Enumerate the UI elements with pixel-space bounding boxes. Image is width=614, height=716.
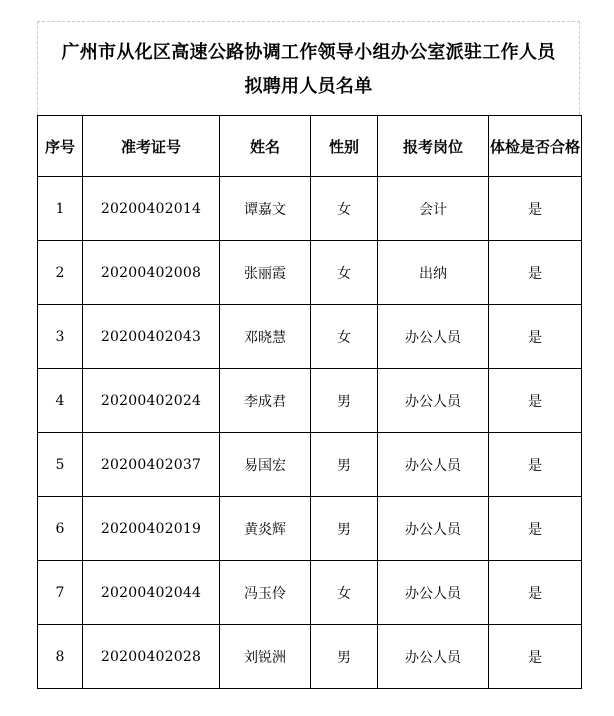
cell-medical-pass: 是 (489, 561, 582, 625)
cell-position: 办公人员 (378, 369, 489, 433)
cell-medical-pass: 是 (489, 497, 582, 561)
header-name: 姓名 (220, 116, 311, 177)
cell-medical-pass: 是 (489, 369, 582, 433)
table-row (38, 433, 582, 497)
cell-gender: 女 (311, 561, 378, 625)
hiring-roster-table (37, 115, 582, 689)
cell-gender: 男 (311, 497, 378, 561)
cell-medical-pass: 是 (489, 177, 582, 241)
header-medical-pass: 体检是否合格 (489, 116, 582, 177)
cell-position: 办公人员 (378, 433, 489, 497)
cell-seq: 1 (38, 177, 83, 241)
cell-position: 出纳 (378, 241, 489, 305)
cell-position: 会计 (378, 177, 489, 241)
cell-gender: 女 (311, 305, 378, 369)
cell-seq: 3 (38, 305, 83, 369)
cell-gender: 男 (311, 433, 378, 497)
cell-name: 邓晓慧 (220, 305, 311, 369)
cell-name: 黄炎辉 (220, 497, 311, 561)
table-row (38, 177, 582, 241)
table-header-row (38, 116, 582, 177)
table-row (38, 241, 582, 305)
cell-name: 冯玉伶 (220, 561, 311, 625)
cell-position: 办公人员 (378, 625, 489, 689)
cell-seq: 6 (38, 497, 83, 561)
cell-exam-id: 20200402028 (83, 625, 220, 689)
document-title-line-1: 广州市从化区高速公路协调工作领导小组办公室派驻工作人员 (61, 42, 556, 63)
cell-seq: 5 (38, 433, 83, 497)
cell-seq: 4 (38, 369, 83, 433)
header-seq: 序号 (38, 116, 83, 177)
cell-position: 办公人员 (378, 305, 489, 369)
cell-medical-pass: 是 (489, 305, 582, 369)
cell-name: 张丽霞 (220, 241, 311, 305)
table-row (38, 497, 582, 561)
cell-medical-pass: 是 (489, 433, 582, 497)
cell-name: 易国宏 (220, 433, 311, 497)
table-row (38, 305, 582, 369)
table-row (38, 561, 582, 625)
cell-seq: 2 (38, 241, 83, 305)
cell-name: 谭嘉文 (220, 177, 311, 241)
header-position: 报考岗位 (378, 116, 489, 177)
cell-position: 办公人员 (378, 497, 489, 561)
document-title-box (37, 21, 580, 115)
cell-position: 办公人员 (378, 561, 489, 625)
cell-exam-id: 20200402024 (83, 369, 220, 433)
cell-exam-id: 20200402008 (83, 241, 220, 305)
cell-gender: 女 (311, 241, 378, 305)
cell-medical-pass: 是 (489, 241, 582, 305)
cell-gender: 男 (311, 369, 378, 433)
cell-gender: 男 (311, 625, 378, 689)
cell-medical-pass: 是 (489, 625, 582, 689)
cell-exam-id: 20200402043 (83, 305, 220, 369)
cell-exam-id: 20200402019 (83, 497, 220, 561)
table-row (38, 625, 582, 689)
cell-exam-id: 20200402044 (83, 561, 220, 625)
cell-seq: 8 (38, 625, 83, 689)
document-title-line-2: 拟聘用人员名单 (244, 76, 373, 97)
cell-exam-id: 20200402014 (83, 177, 220, 241)
cell-exam-id: 20200402037 (83, 433, 220, 497)
cell-seq: 7 (38, 561, 83, 625)
table-row (38, 369, 582, 433)
cell-name: 刘锐洲 (220, 625, 311, 689)
header-gender: 性别 (311, 116, 378, 177)
cell-gender: 女 (311, 177, 378, 241)
header-exam-id: 准考证号 (83, 116, 220, 177)
cell-name: 李成君 (220, 369, 311, 433)
